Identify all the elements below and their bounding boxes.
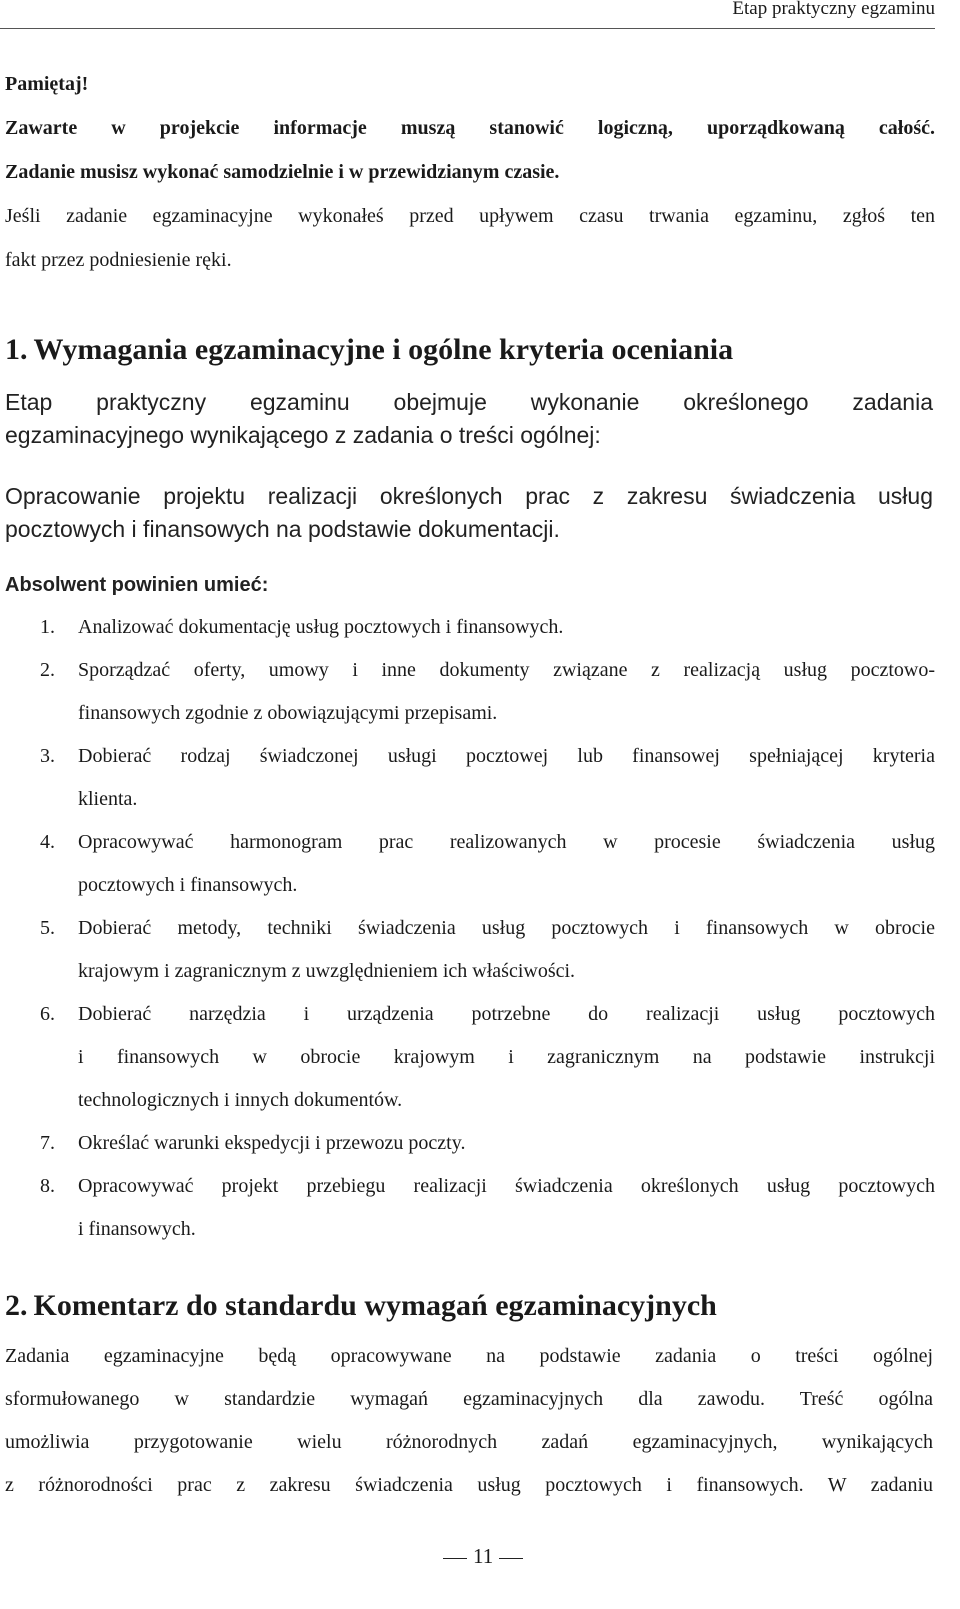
list-item-number: 8. xyxy=(40,1175,55,1197)
list-item-number: 2. xyxy=(40,659,55,681)
list-item-line: Dobierać metody, techniki świadczenia usług pocztowych i finansowych w obrocie xyxy=(78,917,935,939)
section-1-task xyxy=(5,480,933,546)
section-2-number: 2. xyxy=(5,1289,28,1322)
list-item-line: pocztowych i finansowych. xyxy=(78,874,298,896)
task-line: pocztowych i finansowych na podstawie dokumentacji. xyxy=(5,516,560,542)
list-item-line: Sporządzać oferty, umowy i inne dokumenty związane z realizacją usług pocztowo- xyxy=(78,659,935,681)
list-item xyxy=(0,907,935,993)
list-item-line: technologicznych i innych dokumentów. xyxy=(78,1089,403,1111)
comment-line: umożliwia przygotowanie wielu różnorodnych zadań egzaminacyjnych, wynikających xyxy=(5,1431,933,1453)
reminder-line: Jeśli zadanie egzaminacyjne wykonałeś przed upływem czasu trwania egzaminu, zgłoś ten xyxy=(5,205,935,227)
page-number: 11 xyxy=(473,1544,494,1568)
list-item-line: finansowych zgodnie z obowiązującymi przepisami. xyxy=(78,702,498,724)
reminder-line: fakt przez podniesienie ręki. xyxy=(5,249,232,271)
comment-line: z różnorodności prac z zakresu świadczenia usług pocztowych i finansowych. W zadaniu xyxy=(5,1474,933,1496)
section-1-intro xyxy=(5,386,933,452)
reminder-line: Zawarte w projekcie informacje muszą stanowić logiczną, uporządkowaną całość. xyxy=(5,117,935,139)
section-1-number: 1. xyxy=(5,333,28,366)
running-title: Etap praktyczny egzaminu xyxy=(732,0,935,19)
list-item-line: i finansowych. xyxy=(78,1218,196,1240)
section-2-heading xyxy=(5,1289,717,1323)
reminder-line: Zadanie musisz wykonać samodzielnie i w przewidzianym czasie. xyxy=(5,161,560,183)
list-item-number: 7. xyxy=(40,1132,55,1154)
list-item-line: Dobierać narzędzia i urządzenia potrzebne do realizacji usług pocztowych xyxy=(78,1003,935,1025)
list-item-line: Określać warunki ekspedycji i przewozu poczty. xyxy=(78,1132,466,1154)
skills-heading: Absolwent powinien umieć: xyxy=(5,574,269,596)
reminder-title: Pamiętaj! xyxy=(5,73,89,95)
footer-dash-left xyxy=(443,1558,467,1559)
list-item-line: Analizować dokumentację usług pocztowych i finansowych. xyxy=(78,616,564,638)
running-header xyxy=(0,0,935,29)
reminder-block xyxy=(5,62,935,282)
page-footer xyxy=(437,1544,529,1569)
list-item xyxy=(0,649,935,735)
section-1-title: Wymagania egzaminacyjne i ogólne kryteria oceniania xyxy=(33,333,734,366)
list-item xyxy=(0,735,935,821)
list-item-line: Dobierać rodzaj świadczonej usługi pocztowej lub finansowej spełniającej kryteria xyxy=(78,745,935,767)
skills-list xyxy=(0,606,935,1251)
list-item-line: krajowym i zagranicznym z uwzględnieniem ich właściwości. xyxy=(78,960,576,982)
task-line: Opracowanie projektu realizacji określonych prac z zakresu świadczenia usług xyxy=(5,483,933,509)
list-item-line: Opracowywać projekt przebiegu realizacji świadczenia określonych usług pocztowych xyxy=(78,1175,935,1197)
comment-line: sformułowanego w standardzie wymagań egzaminacyjnych dla zawodu. Treść ogólna xyxy=(5,1388,933,1410)
list-item-number: 6. xyxy=(40,1003,55,1025)
footer-dash-right xyxy=(499,1558,523,1559)
list-item-number: 4. xyxy=(40,831,55,853)
list-item xyxy=(0,821,935,907)
list-item-line: klienta. xyxy=(78,788,138,810)
intro-line: egzaminacyjnego wynikającego z zadania o treści ogólnej: xyxy=(5,422,601,448)
intro-line: Etap praktyczny egzaminu obejmuje wykonanie określonego zadania xyxy=(5,389,933,415)
list-item xyxy=(0,993,935,1122)
comment-line: Zadania egzaminacyjne będą opracowywane na podstawie zadania o treści ogólnej xyxy=(5,1345,933,1367)
list-item-number: 5. xyxy=(40,917,55,939)
section-2-body xyxy=(5,1335,933,1507)
list-item-number: 3. xyxy=(40,745,55,767)
list-item-line: Opracowywać harmonogram prac realizowanych w procesie świadczenia usług xyxy=(78,831,935,853)
section-1-heading xyxy=(5,333,733,367)
list-item xyxy=(0,606,935,649)
list-item-line: i finansowych w obrocie krajowym i zagranicznym na podstawie instrukcji xyxy=(78,1046,935,1068)
list-item xyxy=(0,1165,935,1251)
section-2-title: Komentarz do standardu wymagań egzaminacyjnych xyxy=(33,1289,717,1322)
list-item xyxy=(0,1122,935,1165)
list-item-number: 1. xyxy=(40,616,55,638)
